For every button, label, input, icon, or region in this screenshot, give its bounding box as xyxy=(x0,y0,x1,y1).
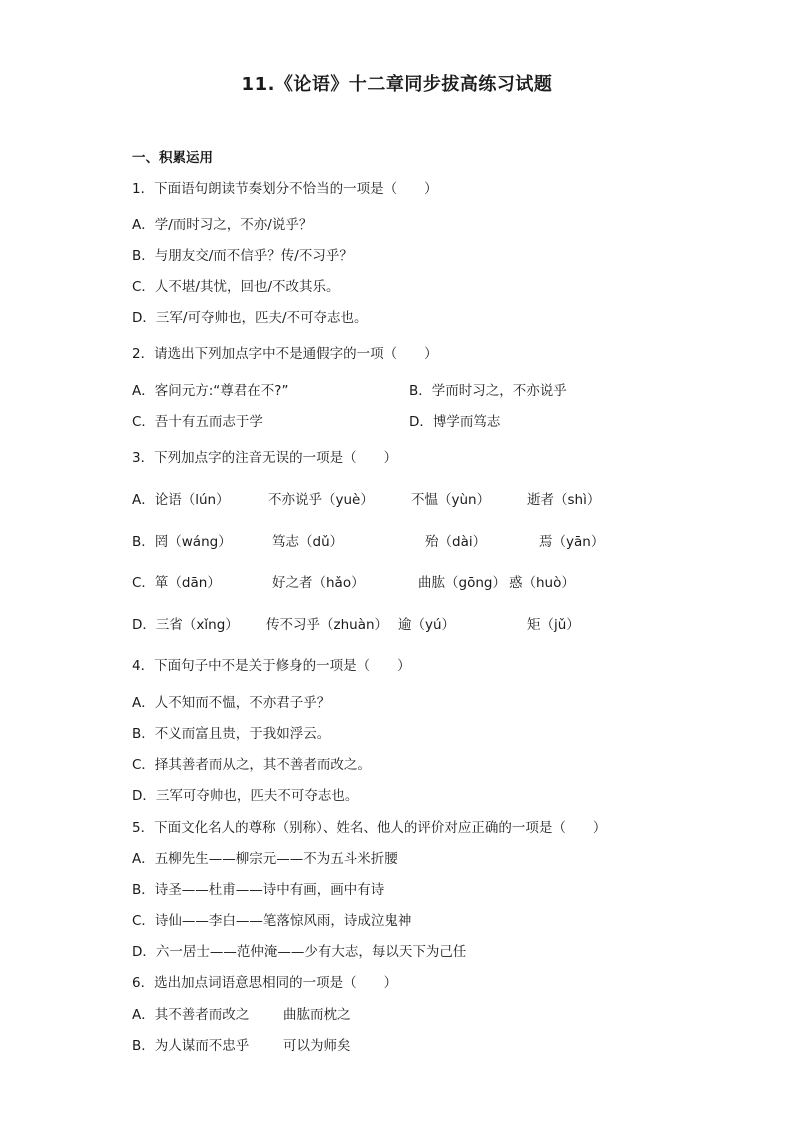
question-3-a-3: 不愠（yùn） xyxy=(411,492,491,508)
question-3-b-3: 殆（dài） xyxy=(425,534,487,550)
question-4-option-a: A．人不知而不愠，不亦君子乎？ xyxy=(132,695,331,711)
question-5-stem: 5．下面文化名人的尊称（别称）、姓名、他人的评价对应正确的一项是（ ） xyxy=(132,820,607,836)
question-6-option-b-1: B．为人谋而不忠乎 xyxy=(132,1038,250,1054)
page-title: 11.《论语》十二章同步拔高练习试题 xyxy=(241,74,553,95)
question-6-option-a-2: 曲肱而枕之 xyxy=(283,1007,351,1023)
question-3-d-4: 矩（jǔ） xyxy=(527,617,580,633)
question-3-b-4: 焉（yān） xyxy=(539,534,605,550)
question-5-option-c: C．诗仙——李白——笔落惊风雨，诗成泣鬼神 xyxy=(132,913,412,929)
question-3-b-1: B．罔（wáng） xyxy=(132,534,232,550)
question-3-a-2: 不亦说乎（yuè） xyxy=(268,492,374,508)
question-5-option-b: B．诗圣——杜甫——诗中有画，画中有诗 xyxy=(132,882,385,898)
question-1-option-d: D．三军/可夺帅也，匹夫/不可夺志也。 xyxy=(132,310,368,326)
question-6-option-a-1: A．其不善者而改之 xyxy=(132,1007,250,1023)
question-3-d-2: 传不习乎（zhuàn） xyxy=(266,617,389,633)
question-2-option-a: A．客问元方:“尊君在不?” xyxy=(132,383,289,399)
question-4-stem: 4．下面句子中不是关于修身的一项是（ ） xyxy=(132,658,411,674)
question-3-c-4: 惑（huò） xyxy=(509,575,575,591)
question-4-option-b: B．不义而富且贵，于我如浮云。 xyxy=(132,726,331,742)
question-3-c-1: C．箪（dān） xyxy=(132,575,221,591)
question-1-option-a: A．学/而时习之，不亦/说乎？ xyxy=(132,217,313,233)
question-3-c-3: 曲肱（gōng） xyxy=(418,575,506,591)
question-3-c-2: 好之者（hǎo） xyxy=(272,575,365,591)
question-1-option-b: B．与朋友交/而不信乎？传/不习乎？ xyxy=(132,248,353,264)
question-4-option-c: C．择其善者而从之，其不善者而改之。 xyxy=(132,757,371,773)
question-4-option-d: D．三军可夺帅也，匹夫不可夺志也。 xyxy=(132,788,359,804)
question-3-d-3: 逾（yú） xyxy=(398,617,456,633)
question-5-option-d: D．六一居士——范仲淹——少有大志，每以天下为己任 xyxy=(132,944,467,960)
question-1-stem: 1．下面语句朗读节奏划分不恰当的一项是（ ） xyxy=(132,181,438,197)
question-2-option-d: D．博学而笃志 xyxy=(409,414,501,430)
question-3-stem: 3．下列加点字的注音无误的一项是（ ） xyxy=(132,450,398,466)
question-5-option-a: A．五柳先生——柳宗元——不为五斗米折腰 xyxy=(132,851,398,867)
question-3-a-4: 逝者（shì） xyxy=(527,492,601,508)
question-6-option-b-2: 可以为师矣 xyxy=(283,1038,351,1054)
question-3-a-1: A．论语（lún） xyxy=(132,492,230,508)
question-3-d-1: D．三省（xǐng） xyxy=(132,617,239,633)
section-heading: 一、积累运用 xyxy=(132,150,213,166)
question-1-option-c: C．人不堪/其忧，回也/不改其乐。 xyxy=(132,279,340,295)
question-3-b-2: 笃志（dǔ） xyxy=(272,534,344,550)
question-2-option-b: B．学而时习之，不亦说乎 xyxy=(409,383,567,399)
question-2-stem: 2．请选出下列加点字中不是通假字的一项（ ） xyxy=(132,346,438,362)
question-2-option-c: C．吾十有五而志于学 xyxy=(132,414,263,430)
question-6-stem: 6．选出加点词语意思相同的一项是（ ） xyxy=(132,975,398,991)
